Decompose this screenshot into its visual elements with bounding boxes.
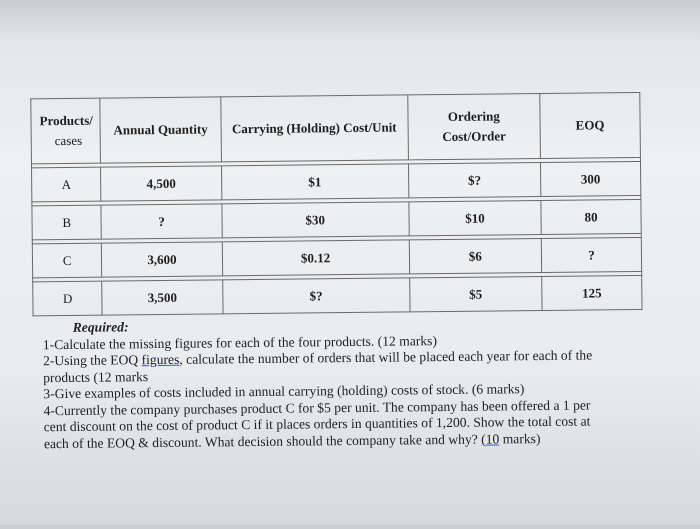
header-annual-quantity: Annual Quantity	[100, 97, 221, 163]
question-4-cont: cent discount on the cost of product C if it places orders in quantities of 1,200. Show the total cost at	[43, 413, 591, 435]
header-products-line1: Products/	[39, 112, 93, 129]
question-2-text-cont: , calculate the number of orders that will be placed each year for each of the	[179, 347, 593, 367]
cell-eoq: 300	[540, 161, 640, 196]
cell-product: C	[32, 243, 102, 278]
table-header-row	[31, 92, 641, 163]
header-products-line2: cases	[54, 132, 83, 149]
cell-ordering: $5	[409, 276, 541, 311]
cell-carrying: $0.12	[222, 240, 410, 276]
question-4-end-text: each of the EOQ & discount. What decision should the company take and why?	[43, 431, 482, 451]
header-ordering-cost	[408, 94, 541, 160]
assignment-notes	[43, 314, 644, 452]
header-ordering-line2: Cost/Order	[442, 128, 506, 145]
header-eoq: EOQ	[540, 92, 641, 158]
cell-carrying: $30	[221, 202, 409, 238]
header-carrying-cost: Carrying (Holding) Cost/Unit	[220, 95, 408, 162]
cell-ordering: $6	[409, 238, 541, 273]
question-2-text: 2-Using the EOQ	[42, 352, 142, 369]
cell-product: A	[32, 167, 102, 202]
cell-eoq: ?	[541, 237, 641, 272]
cell-carrying: $?	[222, 278, 410, 314]
marks-text: marks)	[499, 430, 541, 446]
question-2-cont: products (12 marks	[43, 368, 149, 385]
cell-quantity: 3,600	[102, 242, 222, 277]
cell-ordering: $10	[409, 200, 541, 235]
figures-link[interactable]: figures	[141, 351, 180, 368]
question-4: 4-Currently the company purchases product C for $5 per unit. The company has been offered a 1 per	[43, 396, 591, 418]
cell-quantity: 3,500	[102, 280, 222, 315]
cell-ordering: $?	[408, 163, 540, 198]
marks-link[interactable]: (10	[481, 430, 500, 447]
header-ordering-line1: Ordering	[447, 108, 500, 124]
cell-eoq: 80	[541, 199, 641, 234]
eoq-table	[30, 92, 642, 316]
question-1: 1-Calculate the missing figures for each of the four products. (12 marks)	[42, 332, 438, 352]
cell-product: D	[33, 281, 103, 316]
cell-product: B	[32, 205, 102, 240]
cell-quantity: 4,500	[101, 166, 221, 201]
question-3: 3-Give examples of costs included in annual carrying (holding) costs of stock. (6 marks)	[43, 381, 525, 402]
cell-carrying: $1	[221, 164, 409, 200]
header-products	[31, 98, 101, 164]
required-heading: Required:	[72, 319, 129, 335]
table-row	[33, 275, 642, 315]
cell-eoq: 125	[542, 275, 642, 310]
cell-quantity: ?	[101, 204, 221, 239]
